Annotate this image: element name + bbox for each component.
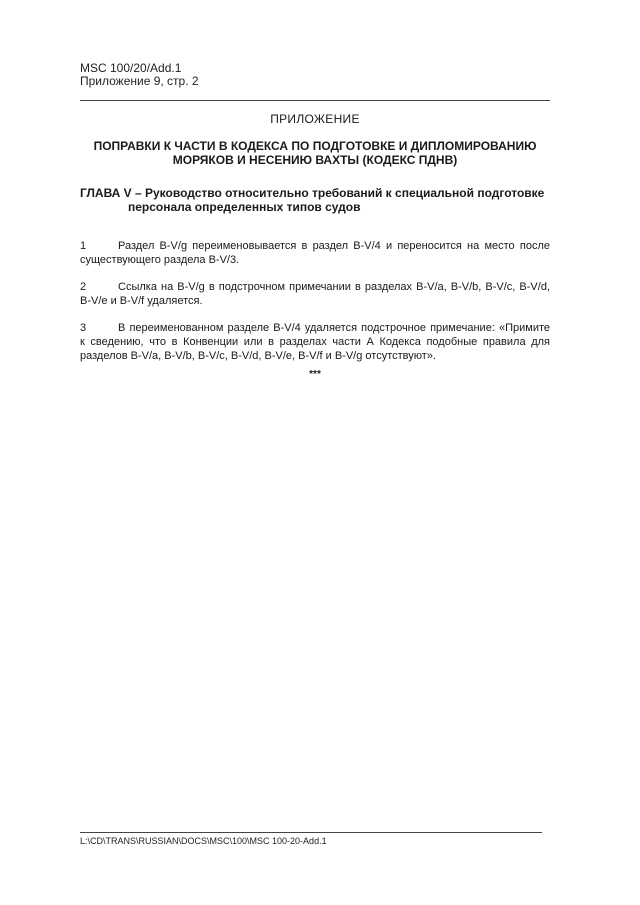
footer-divider [80,832,542,833]
paragraph-number: 1 [80,240,87,252]
paragraph-3 [80,321,550,363]
paragraph-number: 3 [80,322,87,334]
paragraph-text: В переименованном разделе B-V/4 удаляется подстрочное примечание: «Примите к сведению, что в Конвенции или в разделах части А Кодекса подобные правила для разделов B-V/a, B-V/b, B-V/c, B-V/d, B-V/e, B-V/f и B-V/g отсутствуют». [80,322,550,362]
footer-file-path: L:\CD\TRANS\RUSSIAN\DOCS\MSC\100\MSC 100-20-Add.1 [80,836,327,846]
paragraph-text: Ссылка на B-V/g в подстрочном примечании в разделах B-V/a, B-V/b, B-V/c, B-V/d, B-V/e и B-V/f удаляется. [80,281,550,307]
main-title-line-2: МОРЯКОВ И НЕСЕНИЮ ВАХТЫ (КОДЕКС ПДНВ) [172,153,458,167]
chapter-heading [80,186,550,214]
annex-page-reference: Приложение 9, стр. 2 [80,74,199,88]
chapter-heading-line-2: персонала определенных типов судов [128,200,361,214]
chapter-heading-line-1: ГЛАВА V – Руководство относительно требований к специальной подготовке [80,186,545,200]
header-divider [80,100,550,101]
document-number: MSC 100/20/Add.1 [80,61,182,75]
page-header [80,62,550,88]
main-title [90,139,540,167]
annex-title: ПРИЛОЖЕНИЕ [270,112,360,126]
paragraph-2 [80,280,550,308]
paragraph-text: Раздел B-V/g переименовывается в раздел B-V/4 и переносится на место после существующего раздела B-V/3. [80,240,550,266]
paragraph-1 [80,239,550,267]
section-separator: *** [309,369,321,380]
main-title-line-1: ПОПРАВКИ К ЧАСТИ В КОДЕКСА ПО ПОДГОТОВКЕ И ДИПЛОМИРОВАНИЮ [93,139,537,153]
paragraph-number: 2 [80,281,87,293]
